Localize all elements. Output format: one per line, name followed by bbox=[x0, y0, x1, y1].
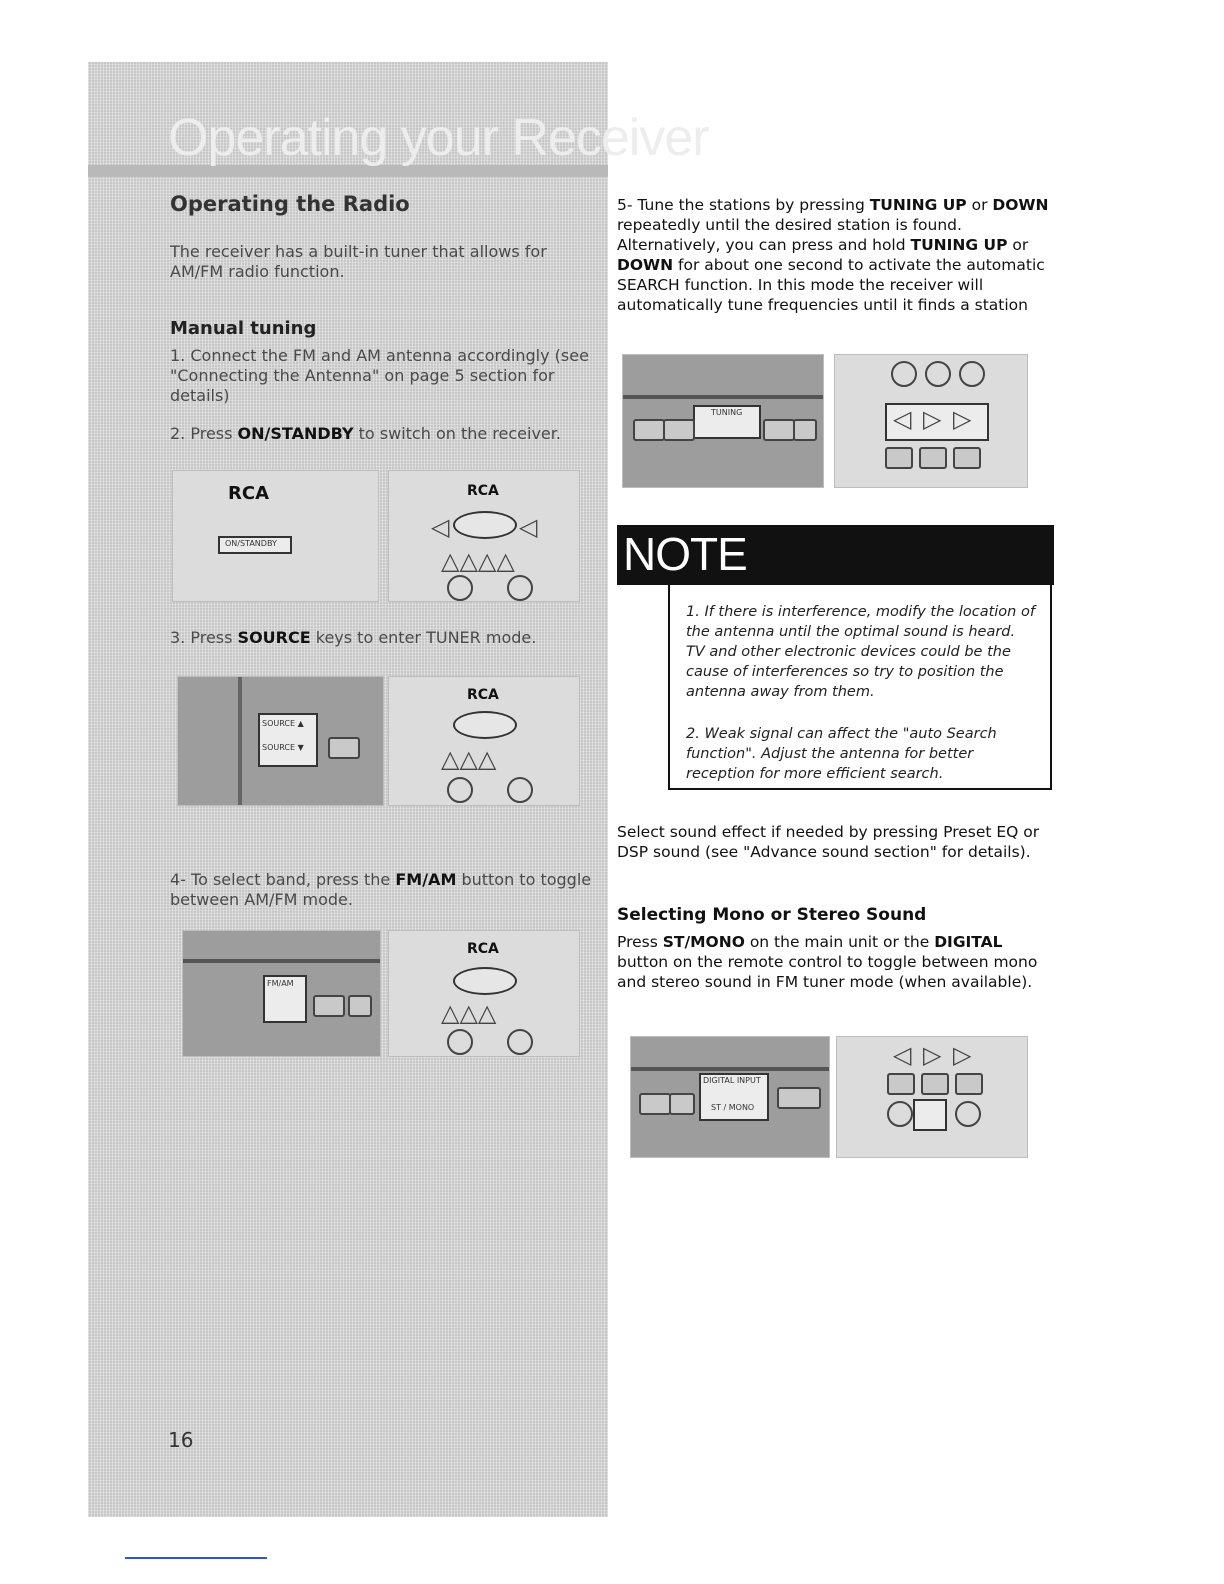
mono-stereo-heading: Selecting Mono or Stereo Sound bbox=[617, 905, 927, 925]
note-item-2: 2. Weak signal can affect the "auto Search function". Adjust the antenna for better reception for more efficient search. bbox=[686, 726, 997, 782]
unit-standby-photo bbox=[172, 470, 379, 602]
round-button-icon bbox=[447, 777, 473, 803]
forward-icon: ▷ bbox=[953, 1041, 972, 1069]
standby-label: ON/STANDBY bbox=[225, 539, 277, 548]
panel-line bbox=[183, 959, 380, 963]
step-4-text: 4- To select band, press the FM/AM button to toggle between AM/FM mode. bbox=[170, 870, 592, 909]
front-panel-button bbox=[663, 419, 695, 441]
stmono-label: ST / MONO bbox=[711, 1103, 755, 1112]
mono-stereo-text: Press ST/MONO on the main unit or the DIGITAL button on the remote control to toggle between mono and stereo sound in FM tuner mode (when available). bbox=[617, 933, 1038, 991]
step-1-text: 1. Connect the FM and AM antenna accordingly (see "Connecting the Antenna" on page 5 section for details) bbox=[170, 346, 589, 405]
fmam-label: FM/AM bbox=[267, 979, 294, 988]
panel-line bbox=[631, 1067, 829, 1071]
round-button-icon bbox=[955, 1101, 981, 1127]
page-title: Operating your Receiver bbox=[168, 109, 709, 167]
round-button-icon bbox=[507, 1029, 533, 1055]
unit-stmono-photo bbox=[630, 1036, 830, 1158]
rca-logo-remote: RCA bbox=[467, 687, 499, 703]
remote-button bbox=[887, 1073, 915, 1095]
step-3-text: 3. Press SOURCE keys to enter TUNER mode. bbox=[170, 628, 537, 647]
front-panel-button bbox=[313, 995, 345, 1017]
play-icon: ▷ bbox=[923, 1041, 942, 1069]
page-number: 16 bbox=[168, 1428, 194, 1452]
remote-digital-photo bbox=[836, 1036, 1028, 1158]
intro-text: The receiver has a built-in tuner that allows for AM/FM radio function. bbox=[170, 242, 547, 281]
forward-icon: ▷ bbox=[953, 405, 972, 433]
note-item-1: 1. If there is interference, modify the location of the antenna until the optimal sound is heard. TV and other electronic devices could be the cause of interferences so try to position the antenna away from them. bbox=[686, 604, 1035, 700]
rewind-icon: ◁ bbox=[893, 405, 912, 433]
standby-oval-button bbox=[453, 511, 517, 539]
panel-line bbox=[623, 395, 823, 399]
panel-edge bbox=[238, 677, 242, 805]
round-button-icon bbox=[507, 777, 533, 803]
section-title: Operating the Radio bbox=[170, 192, 410, 216]
round-button-icon bbox=[447, 575, 473, 601]
step-5-text: 5- Tune the stations by pressing TUNING UP or DOWN repeatedly until the desired station is found. Alternatively, you can press and hold TUNING UP or DOWN for about one second to activate the automatic SEARCH function. In this mode the receiver will automatically tune frequencies until it finds a station bbox=[617, 196, 1049, 314]
up-arrows-icon: △△△ bbox=[441, 999, 497, 1027]
manual-tuning-heading: Manual tuning bbox=[170, 318, 317, 339]
rca-logo-remote: RCA bbox=[467, 483, 499, 499]
digital-input-label: DIGITAL INPUT bbox=[703, 1076, 761, 1085]
tuning-label: TUNING bbox=[711, 408, 743, 417]
oval-button bbox=[453, 711, 517, 739]
remote-button bbox=[953, 447, 981, 469]
front-panel-button bbox=[669, 1093, 695, 1115]
front-panel-button bbox=[639, 1093, 671, 1115]
remote-button bbox=[919, 447, 947, 469]
round-button-icon bbox=[447, 1029, 473, 1055]
rewind-icon: ◁ bbox=[893, 1041, 912, 1069]
right-arrow-icon: ◁ bbox=[519, 513, 538, 541]
left-arrow-icon: ◁ bbox=[431, 513, 450, 541]
front-panel-button bbox=[328, 737, 360, 759]
remote-tuning-photo bbox=[834, 354, 1028, 488]
oval-button bbox=[453, 967, 517, 995]
round-button-icon bbox=[925, 361, 951, 387]
source-up-label: SOURCE ▲ bbox=[262, 719, 304, 728]
round-button-icon bbox=[887, 1101, 913, 1127]
remote-standby-photo bbox=[388, 470, 580, 602]
front-panel-button bbox=[633, 419, 665, 441]
unit-fmam-photo bbox=[182, 930, 381, 1057]
note-title: NOTE bbox=[623, 528, 747, 580]
bottom-rule bbox=[125, 1557, 267, 1559]
up-arrows-icon: △△△△ bbox=[441, 547, 515, 575]
sound-effect-text: Select sound effect if needed by pressing Preset EQ or DSP sound (see "Advance sound section" for details). bbox=[617, 823, 1040, 861]
front-panel-button bbox=[777, 1087, 821, 1109]
round-button-icon bbox=[891, 361, 917, 387]
up-arrows-icon: △△△ bbox=[441, 745, 497, 773]
digital-button-highlight bbox=[913, 1099, 947, 1131]
front-panel-button bbox=[793, 419, 817, 441]
remote-button bbox=[921, 1073, 949, 1095]
unit-tuning-photo bbox=[622, 354, 824, 488]
remote-source-photo bbox=[388, 676, 580, 806]
remote-button bbox=[885, 447, 913, 469]
front-panel-button bbox=[763, 419, 795, 441]
remote-button bbox=[955, 1073, 983, 1095]
rca-logo: RCA bbox=[228, 483, 270, 504]
round-button-icon bbox=[959, 361, 985, 387]
unit-source-photo bbox=[177, 676, 384, 806]
remote-fmam-photo bbox=[388, 930, 580, 1057]
rca-logo-remote: RCA bbox=[467, 941, 499, 957]
source-down-label: SOURCE ▼ bbox=[262, 743, 304, 752]
step-2-text: 2. Press ON/STANDBY to switch on the receiver. bbox=[170, 424, 561, 443]
front-panel-button bbox=[348, 995, 372, 1017]
play-icon: ▷ bbox=[923, 405, 942, 433]
round-button-icon bbox=[507, 575, 533, 601]
